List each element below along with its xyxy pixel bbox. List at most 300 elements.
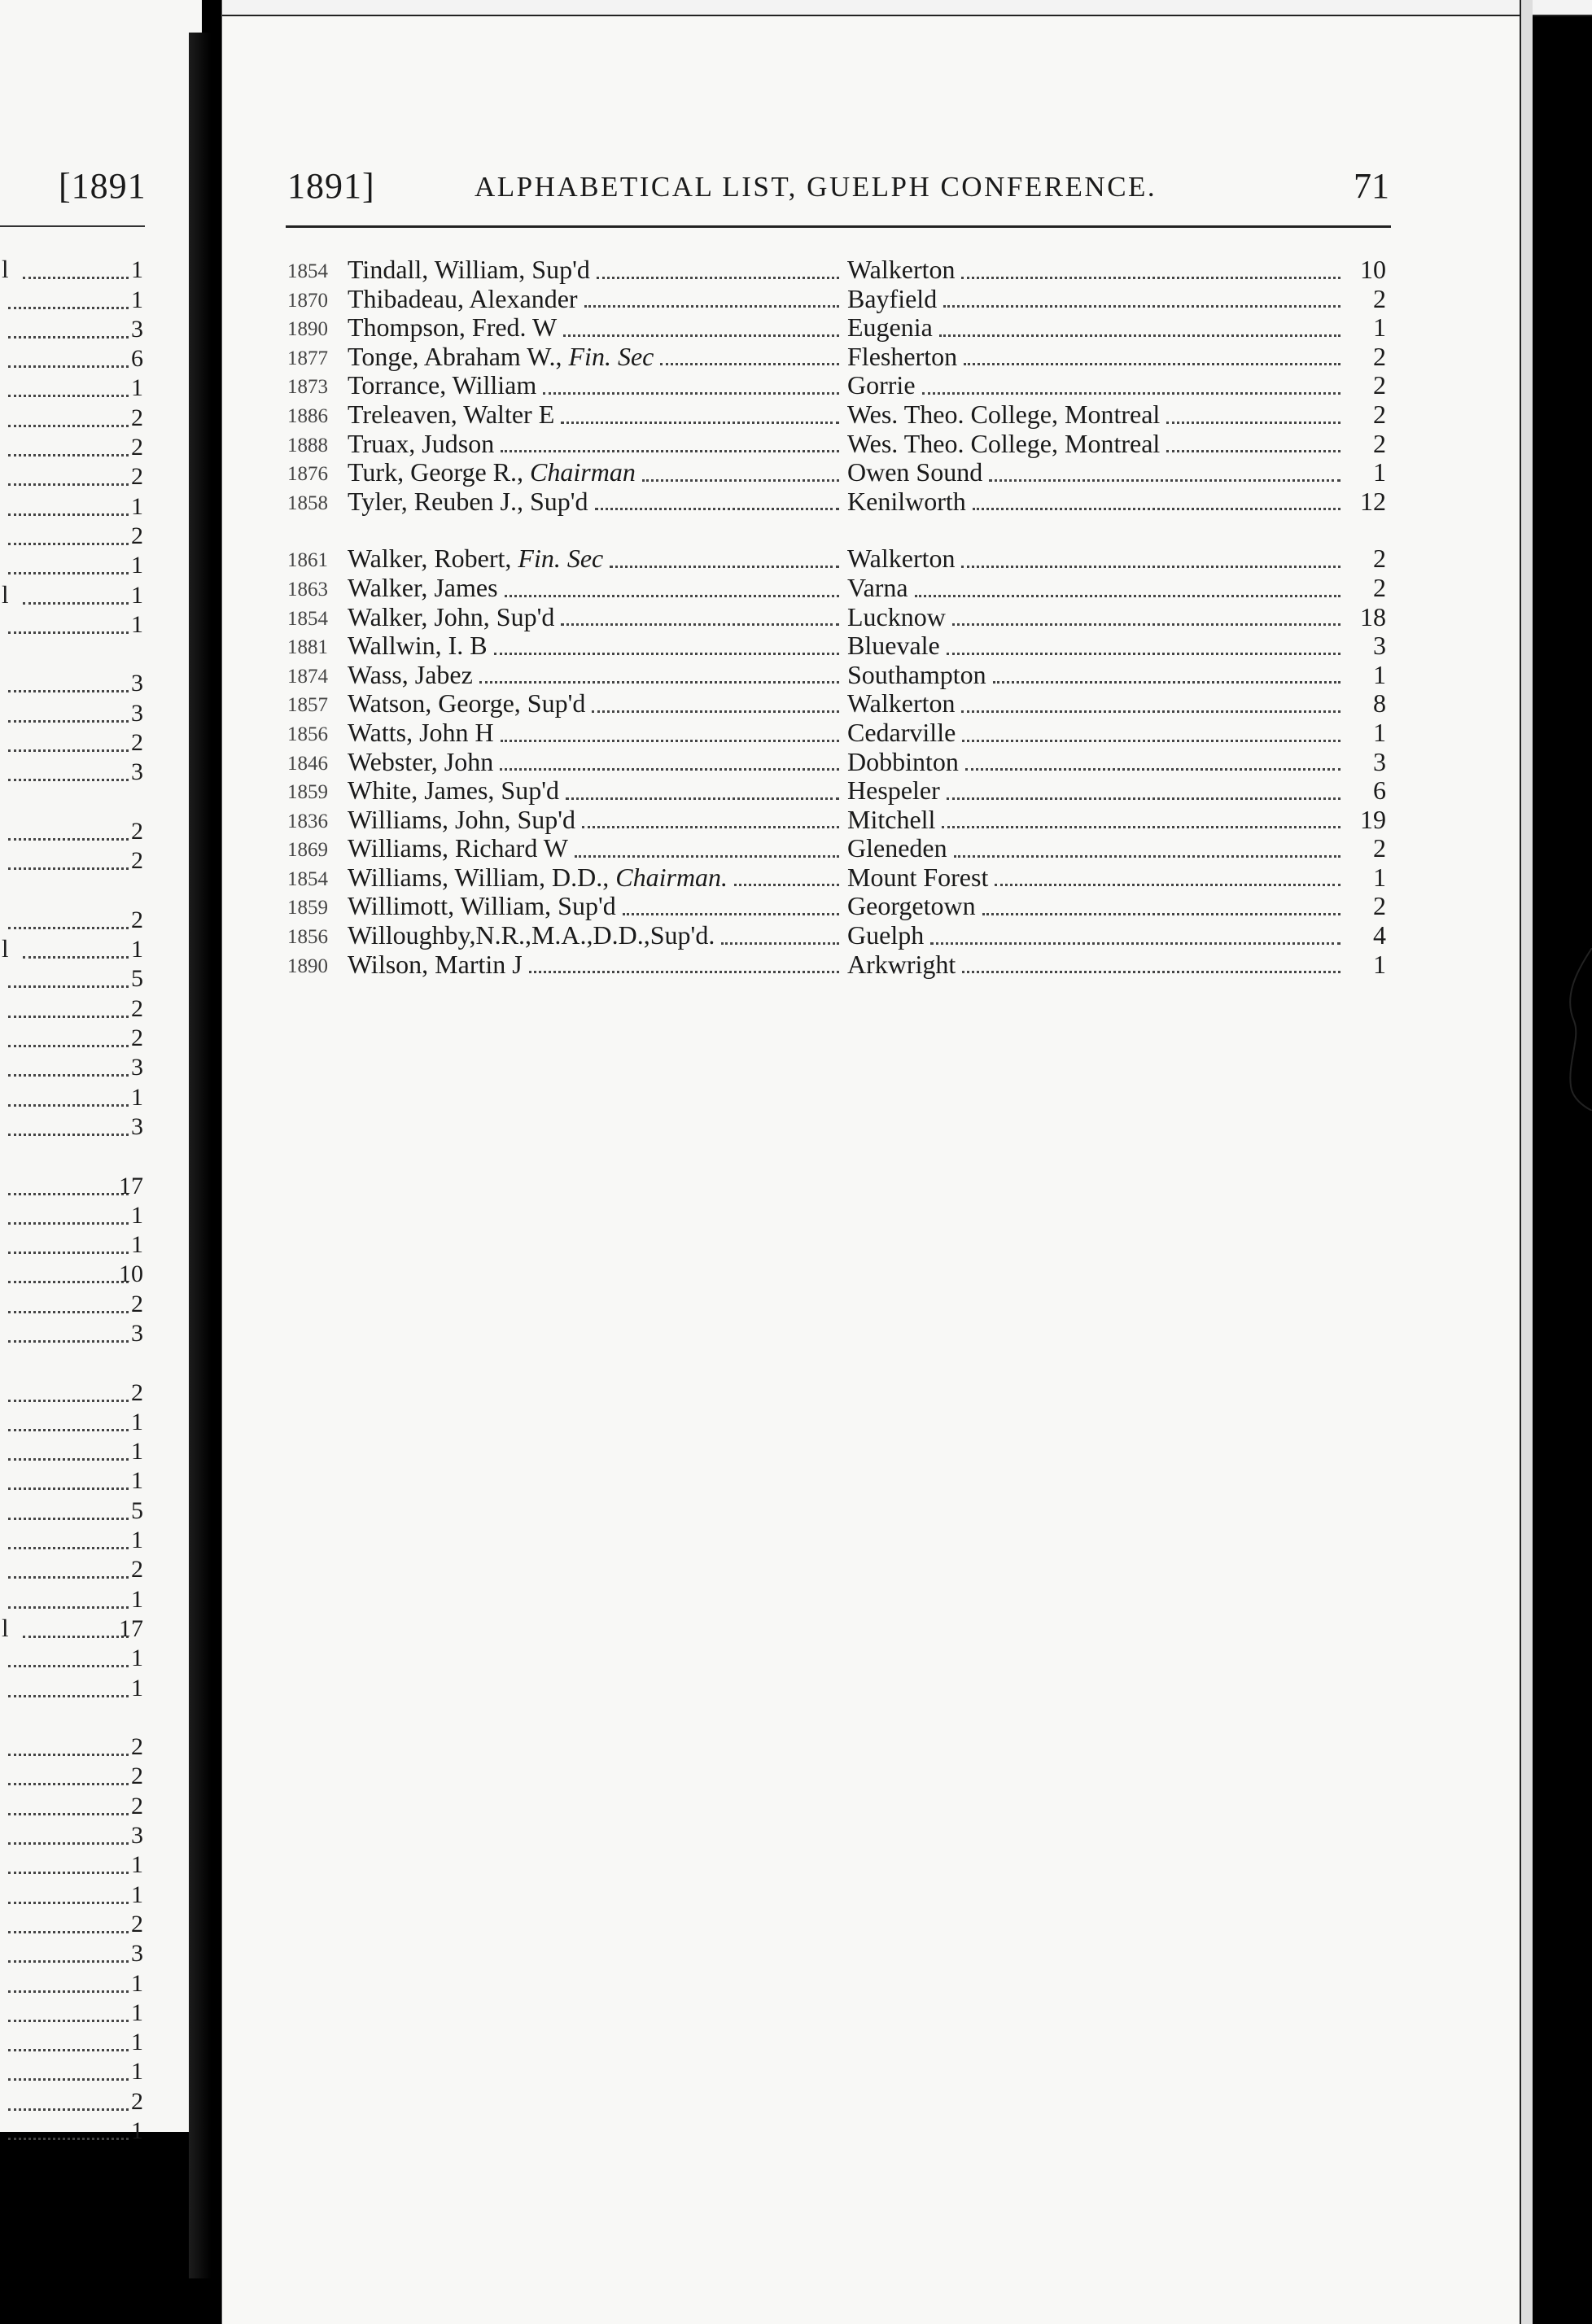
left-row-years: 3	[131, 1319, 143, 1347]
left-row-years: 17	[119, 1172, 143, 1199]
left-page-row	[0, 1495, 147, 1524]
entry-station: Bluevale	[847, 631, 940, 661]
entry-year: 1890	[287, 318, 328, 341]
margin-pen-mark	[1559, 948, 1592, 1111]
left-row-years: 2	[131, 522, 143, 549]
dot-leader	[8, 1252, 129, 1254]
entry-years-in-ministry: 3	[1373, 746, 1386, 776]
dot-leader	[965, 768, 1341, 771]
left-page-row	[0, 2027, 147, 2056]
dot-leader	[8, 2138, 129, 2140]
entry-station: Varna	[847, 572, 908, 602]
left-row-years: 2	[131, 729, 143, 757]
left-row-years: 1	[131, 1083, 143, 1111]
left-row-years: 1	[131, 1674, 143, 1702]
left-row-years: 1	[131, 374, 143, 402]
minister-list	[222, 256, 1402, 979]
left-row-fragment: l	[2, 255, 9, 284]
entry-office: Fin. Sec	[568, 341, 654, 371]
entry-name-text: Willimott, William, Sup'd	[348, 891, 616, 921]
minister-entry	[222, 776, 1402, 806]
dot-leader	[8, 1695, 129, 1697]
minister-entry	[222, 313, 1402, 343]
entry-name-text: Tyler, Reuben J., Sup'd	[348, 486, 588, 516]
entry-office: Chairman.	[615, 862, 728, 892]
left-page-row	[0, 314, 147, 343]
left-page-row	[0, 1968, 147, 1997]
left-page-row	[0, 757, 147, 786]
entry-year: 1861	[287, 549, 328, 572]
entry-years-in-ministry: 2	[1373, 572, 1386, 602]
entry-name	[348, 834, 568, 863]
dot-leader	[23, 1636, 129, 1638]
left-row-years: 1	[131, 256, 143, 284]
left-page-row	[0, 1112, 147, 1141]
left-row-years: 10	[119, 1260, 143, 1288]
left-page-row	[0, 255, 147, 284]
dot-leader	[8, 1311, 129, 1313]
dot-leader	[561, 422, 839, 424]
entry-year: 1836	[287, 810, 328, 832]
dot-leader	[961, 710, 1341, 713]
entry-name	[348, 776, 559, 805]
entry-name-text: Torrance, William	[348, 370, 537, 400]
left-row-years: 1	[131, 1201, 143, 1229]
left-row-years: 2	[131, 1024, 143, 1052]
left-row-years: 1	[131, 1585, 143, 1613]
left-row-fragment: l	[2, 934, 9, 963]
minister-entry	[222, 343, 1402, 372]
dot-leader	[8, 1902, 129, 1904]
entry-name	[348, 863, 728, 892]
entry-station: Owen Sound	[847, 457, 983, 487]
entry-name-text: Williams, William, D.D.,	[348, 862, 616, 892]
left-page-row	[0, 1170, 147, 1199]
entry-year: 1869	[287, 839, 328, 862]
left-page-row	[0, 1820, 147, 1850]
dot-leader	[982, 913, 1341, 915]
dot-leader	[8, 1458, 129, 1461]
entry-year: 1846	[287, 752, 328, 775]
left-page-row	[0, 1525, 147, 1554]
dot-leader	[8, 1340, 129, 1343]
left-row-years: 3	[131, 1822, 143, 1850]
left-page-row	[0, 905, 147, 934]
top-page-edge	[222, 0, 1592, 16]
dot-leader	[566, 797, 839, 800]
entry-years-in-ministry: 6	[1373, 775, 1386, 806]
left-row-years: 17	[119, 1614, 143, 1642]
entry-years-in-ministry: 1	[1373, 949, 1386, 979]
dot-leader	[501, 450, 839, 452]
entry-station: Guelph	[847, 920, 925, 950]
dot-leader	[962, 971, 1341, 973]
dot-leader	[8, 690, 129, 692]
left-page-row	[0, 609, 147, 639]
minister-entry	[222, 544, 1402, 574]
entry-name-text: Walker, Robert,	[348, 544, 518, 574]
left-row-years: 5	[131, 1496, 143, 1524]
dot-leader	[8, 572, 129, 574]
dot-leader	[23, 277, 129, 279]
entry-name-text: Thibadeau, Alexander	[348, 283, 578, 313]
dot-leader	[1166, 450, 1341, 452]
dot-leader	[543, 392, 839, 395]
left-row-fragment: l	[2, 579, 9, 609]
left-row-years: 2	[131, 404, 143, 431]
dot-leader	[8, 1518, 129, 1520]
minister-entry	[222, 631, 1402, 661]
dot-leader	[8, 395, 129, 397]
dot-leader	[8, 1606, 129, 1609]
minister-entry	[222, 921, 1402, 950]
entry-name	[348, 892, 616, 920]
entry-name-text: Watson, George, Sup'd	[348, 688, 586, 719]
minister-entry	[222, 371, 1402, 400]
minister-entry	[222, 806, 1402, 835]
running-head-title: ALPHABETICAL LIST, GUELPH CONFERENCE.	[475, 171, 1157, 203]
dot-leader	[8, 867, 129, 870]
dot-leader	[961, 566, 1341, 568]
entry-name	[348, 719, 494, 747]
entry-station: Arkwright	[847, 949, 956, 979]
entry-name	[348, 343, 654, 371]
dot-leader	[610, 566, 839, 568]
entry-station: Kenilworth	[847, 486, 966, 516]
dot-leader	[8, 1783, 129, 1785]
dot-leader	[501, 740, 839, 742]
dot-leader	[1166, 422, 1341, 424]
left-page-row	[0, 1377, 147, 1406]
dot-leader	[642, 479, 839, 482]
dot-leader	[8, 1045, 129, 1047]
entry-year: 1863	[287, 578, 328, 601]
left-page-row	[0, 1554, 147, 1584]
header-rule	[286, 225, 1391, 228]
dot-leader	[973, 508, 1341, 510]
entry-name	[348, 574, 498, 602]
entry-station: Gleneden	[847, 833, 947, 863]
entry-station: Lucknow	[847, 601, 946, 631]
entry-name-text: Walker, James	[348, 572, 498, 602]
entry-name-text: Wallwin, I. B	[348, 631, 488, 661]
section-gap	[222, 516, 1402, 544]
entry-station: Southampton	[847, 659, 986, 689]
dot-leader	[8, 307, 129, 309]
dot-leader	[8, 1281, 129, 1283]
entry-name-text: Williams, John, Sup'd	[348, 804, 576, 834]
entry-year: 1857	[287, 694, 328, 717]
left-page-row	[0, 1141, 147, 1170]
dot-leader	[8, 1134, 129, 1136]
entry-years-in-ministry: 2	[1373, 341, 1386, 371]
left-row-years: 1	[131, 1851, 143, 1879]
left-row-years: 2	[131, 434, 143, 461]
right-page	[221, 0, 1533, 2324]
left-page-row	[0, 1023, 147, 1052]
entry-years-in-ministry: 1	[1373, 659, 1386, 689]
left-page-row	[0, 786, 147, 815]
left-page-row	[0, 1081, 147, 1111]
entry-year: 1890	[287, 954, 328, 977]
running-head-year: 1891]	[287, 166, 375, 206]
left-page-row	[0, 639, 147, 668]
left-row-years: 1	[131, 1408, 143, 1435]
dot-leader	[8, 1016, 129, 1018]
minister-entry	[222, 285, 1402, 314]
entry-name	[348, 544, 603, 573]
entry-years-in-ministry: 2	[1373, 399, 1386, 429]
minister-entry	[222, 487, 1402, 517]
left-page-row	[0, 1259, 147, 1288]
dot-leader	[494, 653, 839, 655]
left-page-row	[0, 1230, 147, 1259]
dot-leader	[8, 1813, 129, 1815]
entry-name-text: Truax, Judson	[348, 428, 495, 458]
left-page-row	[0, 727, 147, 757]
left-page-row	[0, 1348, 147, 1377]
left-row-years: 1	[131, 552, 143, 579]
dot-leader	[995, 884, 1341, 886]
minister-entry	[222, 863, 1402, 893]
dot-leader	[734, 884, 839, 886]
entry-years-in-ministry: 1	[1373, 312, 1386, 343]
dot-leader	[915, 595, 1341, 597]
left-page-row	[0, 816, 147, 845]
dot-leader	[961, 277, 1341, 279]
left-row-years: 1	[131, 936, 143, 963]
dot-leader	[660, 363, 839, 365]
entry-year: 1881	[287, 636, 328, 659]
left-page-row	[0, 875, 147, 904]
dot-leader	[947, 653, 1341, 655]
entry-name	[348, 371, 536, 400]
entry-station: Hespeler	[847, 775, 940, 806]
dot-leader	[8, 2020, 129, 2022]
dot-leader	[561, 623, 839, 626]
entry-station: Dobbinton	[847, 746, 959, 776]
left-row-years: 1	[131, 1969, 143, 1997]
left-header-rule	[0, 225, 145, 227]
left-page-row	[0, 1790, 147, 1819]
entry-years-in-ministry: 1	[1373, 717, 1386, 747]
dot-leader	[592, 710, 839, 713]
dot-leader	[8, 1074, 129, 1077]
dot-leader	[930, 942, 1341, 945]
dot-leader	[500, 768, 839, 771]
dot-leader	[964, 363, 1341, 365]
entry-name-text: Wilson, Martin J	[348, 949, 523, 979]
dot-leader	[505, 595, 839, 597]
dot-leader	[8, 1576, 129, 1579]
entry-name-text: Tindall, William, Sup'd	[348, 255, 590, 284]
entry-year: 1858	[287, 491, 328, 514]
left-row-years: 2	[131, 463, 143, 491]
entry-name	[348, 631, 488, 660]
left-row-years: 3	[131, 1112, 143, 1140]
dot-leader	[8, 1104, 129, 1107]
left-page-row	[0, 461, 147, 491]
entry-station: Walkerton	[847, 255, 956, 284]
entry-name	[348, 806, 575, 834]
minister-entry	[222, 458, 1402, 487]
dot-leader	[8, 1872, 129, 1874]
left-page-row	[0, 963, 147, 993]
left-row-years: 1	[131, 2029, 143, 2056]
minister-entry	[222, 892, 1402, 921]
left-page-row	[0, 284, 147, 313]
left-page-row	[0, 1584, 147, 1613]
left-row-years: 2	[131, 1910, 143, 1937]
minister-entry	[222, 661, 1402, 690]
dot-leader	[8, 425, 129, 427]
minister-entry	[222, 950, 1402, 980]
left-page-row	[0, 1850, 147, 1879]
dot-leader	[8, 1990, 129, 1993]
entry-years-in-ministry: 1	[1373, 457, 1386, 487]
entry-station: Mitchell	[847, 804, 936, 834]
left-page-row	[0, 1200, 147, 1230]
left-page-row	[0, 343, 147, 373]
dot-leader	[943, 305, 1341, 308]
entry-name	[348, 256, 590, 284]
dot-leader	[582, 826, 839, 828]
entry-name	[348, 921, 715, 950]
left-page-row	[0, 1732, 147, 1761]
left-row-years: 1	[131, 1467, 143, 1495]
entry-station: Gorrie	[847, 370, 916, 400]
dot-leader	[8, 1960, 129, 1963]
left-page-column	[0, 255, 147, 2145]
dot-leader	[8, 838, 129, 841]
left-facing-page	[0, 0, 202, 2144]
entry-station: Walkerton	[847, 688, 956, 719]
entry-name	[348, 748, 493, 776]
dot-leader	[939, 334, 1341, 337]
entry-office: Chairman	[530, 457, 636, 487]
left-page-row	[0, 373, 147, 402]
entry-name-text: Treleaven, Walter E	[348, 399, 555, 429]
left-page-row	[0, 2056, 147, 2086]
entry-years-in-ministry: 2	[1373, 370, 1386, 400]
left-row-years: 3	[131, 670, 143, 697]
left-row-years: 2	[131, 1290, 143, 1317]
dot-leader	[8, 1400, 129, 1402]
dot-leader	[922, 392, 1341, 395]
entry-year: 1856	[287, 723, 328, 745]
left-row-years: 2	[131, 1792, 143, 1819]
left-page-row	[0, 402, 147, 431]
dot-leader	[721, 942, 839, 945]
entry-name	[348, 400, 554, 429]
entry-years-in-ministry: 2	[1373, 283, 1386, 313]
dot-leader	[8, 1754, 129, 1756]
minister-entry	[222, 834, 1402, 863]
minister-entry	[222, 748, 1402, 777]
left-page-row	[0, 491, 147, 520]
left-page-header: [1891	[59, 166, 147, 206]
dot-leader	[23, 956, 129, 959]
entry-years-in-ministry: 10	[1360, 255, 1386, 284]
dot-leader	[989, 479, 1341, 482]
dot-leader	[8, 513, 129, 516]
minister-entry	[222, 574, 1402, 603]
left-row-years: 1	[131, 1999, 143, 2026]
entry-name	[348, 458, 636, 487]
left-page-row	[0, 1879, 147, 1908]
entry-years-in-ministry: 2	[1373, 891, 1386, 921]
entry-year: 1888	[287, 434, 328, 456]
left-row-years: 2	[131, 817, 143, 845]
dot-leader	[8, 2049, 129, 2051]
left-row-years: 2	[131, 2087, 143, 2115]
entry-years-in-ministry: 4	[1373, 920, 1386, 950]
dot-leader	[23, 602, 129, 605]
dot-leader	[954, 855, 1341, 858]
dot-leader	[947, 797, 1341, 800]
left-page-row	[0, 1998, 147, 2027]
left-row-years: 6	[131, 345, 143, 373]
left-row-years: 3	[131, 315, 143, 343]
entry-years-in-ministry: 2	[1373, 428, 1386, 458]
entry-years-in-ministry: 19	[1360, 804, 1386, 834]
dot-leader	[8, 336, 129, 339]
entry-years-in-ministry: 8	[1373, 688, 1386, 719]
entry-station: Flesherton	[847, 341, 958, 371]
dot-leader	[8, 543, 129, 545]
entry-name-text: Watts, John H	[348, 717, 494, 747]
dot-leader	[8, 483, 129, 486]
left-page-row	[0, 668, 147, 697]
left-row-years: 2	[131, 906, 143, 933]
dot-leader	[8, 1547, 129, 1549]
left-row-years: 1	[131, 1645, 143, 1672]
left-row-years: 3	[131, 758, 143, 786]
entry-station: Bayfield	[847, 283, 938, 313]
minister-entry	[222, 689, 1402, 719]
left-row-years: 1	[131, 1881, 143, 1908]
minister-entry	[222, 256, 1402, 285]
entry-years-in-ministry: 18	[1360, 601, 1386, 631]
entry-station: Wes. Theo. College, Montreal	[847, 399, 1161, 429]
right-page-edge	[1520, 0, 1533, 2324]
dot-leader	[8, 365, 129, 368]
left-page-row	[0, 1702, 147, 1732]
entry-year: 1854	[287, 867, 328, 890]
left-page-row	[0, 2086, 147, 2115]
dot-leader	[563, 334, 839, 337]
left-row-years: 2	[131, 847, 143, 875]
dot-leader	[8, 1429, 129, 1431]
left-page-row	[0, 845, 147, 875]
entry-station: Mount Forest	[847, 862, 989, 892]
dot-leader	[942, 826, 1341, 828]
left-row-years: 1	[131, 2117, 143, 2144]
left-row-years: 1	[131, 1438, 143, 1466]
dot-leader	[8, 1222, 129, 1225]
entry-year: 1886	[287, 404, 328, 427]
left-row-years: 1	[131, 286, 143, 313]
entry-station: Eugenia	[847, 312, 933, 343]
entry-year: 1874	[287, 665, 328, 688]
left-row-fragment: l	[2, 1613, 9, 1642]
left-page-row	[0, 1643, 147, 1672]
minister-entry	[222, 603, 1402, 632]
left-row-years: 1	[131, 1231, 143, 1259]
left-page-row	[0, 934, 147, 963]
left-row-years: 1	[131, 581, 143, 609]
left-page-row	[0, 579, 147, 609]
